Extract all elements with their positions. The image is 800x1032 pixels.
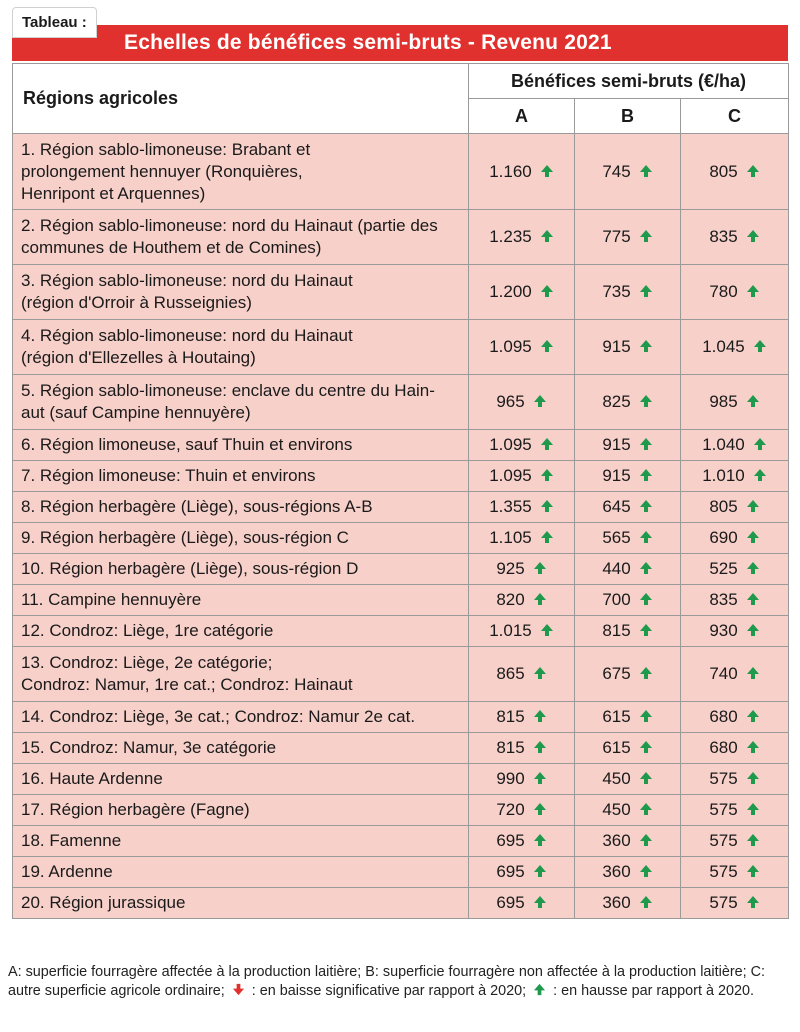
region-name — [13, 461, 469, 492]
table-row — [13, 492, 789, 523]
value-text: 575 — [709, 800, 738, 819]
value-c — [681, 265, 789, 320]
value-c — [681, 134, 789, 210]
arrow-up-icon — [746, 740, 760, 754]
value-text: 1.045 — [702, 337, 745, 356]
arrow-up-icon — [746, 561, 760, 575]
value-a — [469, 210, 575, 265]
header-col-c: C — [681, 99, 789, 134]
arrow-up-icon — [639, 771, 653, 785]
table-row — [13, 647, 789, 702]
value-text: 990 — [496, 769, 525, 788]
region-line: Condroz: Namur, 1re cat.; Condroz: Hainaut — [21, 675, 353, 694]
region-line: (région d'Ellezelles à Houtaing) — [21, 348, 256, 367]
value-text: 575 — [709, 831, 738, 850]
value-a — [469, 461, 575, 492]
arrow-up-icon — [639, 833, 653, 847]
table-row — [13, 430, 789, 461]
arrow-up-icon — [746, 833, 760, 847]
arrow-up-icon — [746, 229, 760, 243]
arrow-up-icon — [746, 164, 760, 178]
value-a — [469, 492, 575, 523]
value-c — [681, 826, 789, 857]
arrow-up-icon — [639, 592, 653, 606]
value-a — [469, 764, 575, 795]
value-text: 835 — [709, 227, 738, 246]
title-bar — [12, 25, 788, 61]
value-a — [469, 702, 575, 733]
region-name — [13, 616, 469, 647]
value-text: 695 — [496, 893, 525, 912]
value-text: 450 — [602, 769, 631, 788]
value-a — [469, 826, 575, 857]
value-a — [469, 430, 575, 461]
arrow-up-icon — [639, 284, 653, 298]
arrow-up-icon — [746, 530, 760, 544]
value-text: 740 — [709, 664, 738, 683]
arrow-up-icon — [639, 499, 653, 513]
value-text: 450 — [602, 800, 631, 819]
value-text: 915 — [602, 337, 631, 356]
region-name — [13, 430, 469, 461]
table-row — [13, 616, 789, 647]
value-text: 925 — [496, 559, 525, 578]
arrow-up-icon — [533, 864, 547, 878]
value-c — [681, 430, 789, 461]
arrow-up-icon — [639, 864, 653, 878]
value-a — [469, 375, 575, 430]
region-name — [13, 857, 469, 888]
region-name — [13, 210, 469, 265]
table-row — [13, 888, 789, 919]
value-text: 915 — [602, 466, 631, 485]
value-text: 575 — [709, 893, 738, 912]
arrow-up-icon — [746, 623, 760, 637]
value-a — [469, 795, 575, 826]
value-text: 735 — [602, 282, 631, 301]
region-line: 9. Région herbagère (Liège), sous-région C — [21, 528, 349, 547]
arrow-up-icon — [540, 437, 554, 451]
table-tag: Tableau : — [12, 7, 97, 38]
region-line: 1. Région sablo-limoneuse: Brabant et — [21, 139, 311, 159]
arrow-up-icon — [540, 284, 554, 298]
value-text: 1.355 — [489, 497, 532, 516]
value-b — [575, 210, 681, 265]
arrow-up-icon — [533, 833, 547, 847]
arrow-up-icon — [639, 339, 653, 353]
arrow-up-icon — [639, 561, 653, 575]
value-c — [681, 888, 789, 919]
region-name — [13, 554, 469, 585]
value-c — [681, 210, 789, 265]
value-text: 1.095 — [489, 337, 532, 356]
value-c — [681, 375, 789, 430]
value-text: 825 — [602, 392, 631, 411]
value-c — [681, 702, 789, 733]
arrow-up-icon — [753, 339, 767, 353]
value-b — [575, 375, 681, 430]
value-text: 1.160 — [489, 161, 532, 181]
value-b — [575, 702, 681, 733]
value-c — [681, 320, 789, 375]
arrow-up-icon — [533, 802, 547, 816]
region-line: 13. Condroz: Liège, 2e catégorie; — [21, 653, 273, 672]
region-line: 4. Région sablo-limoneuse: nord du Hainaut — [21, 326, 353, 345]
region-line: prolongement hennuyer (Ronquières, — [21, 161, 303, 181]
value-a — [469, 733, 575, 764]
region-name — [13, 888, 469, 919]
arrow-up-icon — [753, 468, 767, 482]
arrow-up-icon — [639, 895, 653, 909]
value-c — [681, 647, 789, 702]
region-name — [13, 492, 469, 523]
arrow-up-icon — [639, 802, 653, 816]
table-row — [13, 554, 789, 585]
table-row — [13, 523, 789, 554]
value-c — [681, 523, 789, 554]
arrow-up-icon — [533, 740, 547, 754]
region-line: 20. Région jurassique — [21, 893, 186, 912]
value-a — [469, 888, 575, 919]
region-line: 2. Région sablo-limoneuse: nord du Hainaut (partie des — [21, 216, 438, 235]
region-name — [13, 795, 469, 826]
arrow-up-icon — [639, 394, 653, 408]
table-row — [13, 375, 789, 430]
value-text: 1.200 — [489, 282, 532, 301]
table-row — [13, 764, 789, 795]
region-line: 16. Haute Ardenne — [21, 769, 163, 788]
value-a — [469, 857, 575, 888]
value-text: 680 — [709, 707, 738, 726]
value-text: 780 — [709, 282, 738, 301]
value-b — [575, 585, 681, 616]
region-name — [13, 265, 469, 320]
value-b — [575, 554, 681, 585]
value-c — [681, 492, 789, 523]
value-b — [575, 857, 681, 888]
region-line: 14. Condroz: Liège, 3e cat.; Condroz: Namur 2e cat. — [21, 707, 416, 726]
arrow-up-icon — [533, 394, 547, 408]
table-row — [13, 210, 789, 265]
arrow-up-icon — [639, 164, 653, 178]
region-line: 7. Région limoneuse: Thuin et environs — [21, 466, 316, 485]
value-b — [575, 492, 681, 523]
table-body — [13, 134, 789, 919]
value-b — [575, 616, 681, 647]
table-row — [13, 461, 789, 492]
region-line: 17. Région herbagère (Fagne) — [21, 800, 250, 819]
arrow-up-icon — [540, 530, 554, 544]
table-row — [13, 320, 789, 375]
arrow-up-icon — [533, 666, 547, 680]
arrow-up-icon — [540, 468, 554, 482]
value-b — [575, 523, 681, 554]
region-name — [13, 134, 469, 210]
value-text: 815 — [496, 707, 525, 726]
footnote — [8, 963, 792, 1001]
arrow-up-icon — [639, 623, 653, 637]
region-line: 11. Campine hennuyère — [21, 590, 202, 609]
value-text: 720 — [496, 800, 525, 819]
header-col-b: B — [575, 99, 681, 134]
value-text: 1.105 — [489, 528, 532, 547]
header-region: Régions agricoles — [13, 64, 469, 134]
value-text: 360 — [602, 893, 631, 912]
table-row — [13, 265, 789, 320]
region-line: (région d'Orroir à Russeignies) — [21, 293, 252, 312]
region-name — [13, 375, 469, 430]
arrow-up-icon — [746, 284, 760, 298]
arrow-up-icon — [533, 771, 547, 785]
value-text: 985 — [709, 392, 738, 411]
arrow-up-icon — [533, 709, 547, 723]
value-b — [575, 647, 681, 702]
value-c — [681, 733, 789, 764]
value-text: 575 — [709, 769, 738, 788]
arrow-up-icon — [540, 499, 554, 513]
value-b — [575, 134, 681, 210]
value-text: 575 — [709, 862, 738, 881]
value-text: 1.095 — [489, 435, 532, 454]
region-line: 12. Condroz: Liège, 1re catégorie — [21, 621, 274, 640]
region-line: 3. Région sablo-limoneuse: nord du Hainaut — [21, 271, 353, 290]
value-b — [575, 888, 681, 919]
arrow-up-icon — [639, 740, 653, 754]
arrow-up-icon — [746, 592, 760, 606]
region-line: 8. Région herbagère (Liège), sous-régions A-B — [21, 497, 373, 516]
arrow-up-icon — [639, 709, 653, 723]
arrow-up-icon — [746, 864, 760, 878]
value-c — [681, 616, 789, 647]
arrow-up-icon — [540, 229, 554, 243]
value-text: 1.235 — [489, 227, 532, 246]
value-text: 360 — [602, 831, 631, 850]
value-text: 615 — [602, 707, 631, 726]
region-line: communes de Houthem et de Comines) — [21, 238, 322, 257]
value-a — [469, 320, 575, 375]
value-a — [469, 616, 575, 647]
value-b — [575, 461, 681, 492]
region-line: 10. Région herbagère (Liège), sous-région D — [21, 559, 359, 578]
arrow-up-icon — [746, 895, 760, 909]
value-a — [469, 554, 575, 585]
value-text: 615 — [602, 738, 631, 757]
arrow-up-icon — [639, 666, 653, 680]
value-text: 805 — [709, 161, 738, 181]
value-text: 815 — [496, 738, 525, 757]
arrow-up-icon — [639, 530, 653, 544]
value-a — [469, 523, 575, 554]
region-line: Henripont et Arquennes) — [21, 183, 206, 203]
region-line: aut (sauf Campine hennuyère) — [21, 403, 251, 422]
value-a — [469, 585, 575, 616]
arrow-up-icon — [540, 623, 554, 637]
value-text: 565 — [602, 528, 631, 547]
table-row — [13, 733, 789, 764]
arrow-up-icon — [533, 983, 546, 996]
region-line: 5. Région sablo-limoneuse: enclave du centre du Hain- — [21, 381, 435, 400]
value-c — [681, 554, 789, 585]
region-line: 15. Condroz: Namur, 3e catégorie — [21, 738, 277, 757]
region-line: 6. Région limoneuse, sauf Thuin et environs — [21, 435, 353, 454]
footnote-down-meaning: : en baisse significative par rapport à 2020; — [251, 983, 527, 999]
region-name — [13, 320, 469, 375]
table-row — [13, 857, 789, 888]
region-name — [13, 826, 469, 857]
table-row — [13, 134, 789, 210]
value-text: 775 — [602, 227, 631, 246]
arrow-up-icon — [639, 468, 653, 482]
value-text: 820 — [496, 590, 525, 609]
value-b — [575, 826, 681, 857]
table-title: Echelles de bénéfices semi-bruts - Revenu 2021 — [124, 31, 612, 54]
footnote-legend: A: superficie fourragère affectée à la production laitière; B: superficie fourragère non affectée à la production laitière; C: autre superficie agricole ordinaire; — [8, 964, 766, 999]
value-text: 1.010 — [702, 466, 745, 485]
arrow-up-icon — [746, 499, 760, 513]
value-text: 440 — [602, 559, 631, 578]
header-group: Bénéfices semi-bruts (€/ha) — [469, 64, 789, 99]
arrow-up-icon — [753, 437, 767, 451]
value-text: 700 — [602, 590, 631, 609]
value-text: 690 — [709, 528, 738, 547]
header-col-a: A — [469, 99, 575, 134]
value-c — [681, 461, 789, 492]
value-a — [469, 647, 575, 702]
value-a — [469, 265, 575, 320]
value-text: 695 — [496, 862, 525, 881]
arrow-up-icon — [746, 802, 760, 816]
value-c — [681, 585, 789, 616]
region-line: 19. Ardenne — [21, 862, 113, 881]
arrow-up-icon — [533, 592, 547, 606]
region-name — [13, 523, 469, 554]
table-row — [13, 826, 789, 857]
arrow-up-icon — [746, 771, 760, 785]
value-text: 360 — [602, 862, 631, 881]
footnote-up-meaning: : en hausse par rapport à 2020. — [553, 983, 754, 999]
arrow-up-icon — [639, 437, 653, 451]
region-name — [13, 733, 469, 764]
value-text: 930 — [709, 621, 738, 640]
arrow-up-icon — [746, 666, 760, 680]
table-row — [13, 795, 789, 826]
arrow-up-icon — [533, 561, 547, 575]
arrow-up-icon — [540, 164, 554, 178]
value-text: 675 — [602, 664, 631, 683]
value-b — [575, 764, 681, 795]
value-text: 1.040 — [702, 435, 745, 454]
value-c — [681, 764, 789, 795]
region-name — [13, 585, 469, 616]
arrow-up-icon — [540, 339, 554, 353]
value-a — [469, 134, 575, 210]
arrow-up-icon — [746, 709, 760, 723]
table-row — [13, 585, 789, 616]
value-text: 680 — [709, 738, 738, 757]
arrow-up-icon — [639, 229, 653, 243]
value-text: 915 — [602, 435, 631, 454]
value-text: 815 — [602, 621, 631, 640]
value-b — [575, 320, 681, 375]
value-b — [575, 733, 681, 764]
region-name — [13, 764, 469, 795]
value-text: 835 — [709, 590, 738, 609]
value-text: 645 — [602, 497, 631, 516]
value-text: 745 — [602, 161, 631, 181]
value-text: 965 — [496, 392, 525, 411]
value-text: 865 — [496, 664, 525, 683]
value-c — [681, 795, 789, 826]
value-text: 695 — [496, 831, 525, 850]
value-b — [575, 430, 681, 461]
arrow-up-icon — [533, 895, 547, 909]
region-name — [13, 702, 469, 733]
arrow-up-icon — [746, 394, 760, 408]
arrow-down-icon — [232, 983, 245, 996]
value-text: 1.015 — [489, 621, 532, 640]
region-name — [13, 647, 469, 702]
value-b — [575, 795, 681, 826]
profits-table — [12, 63, 789, 919]
value-text: 1.095 — [489, 466, 532, 485]
value-text: 805 — [709, 497, 738, 516]
region-line: 18. Famenne — [21, 831, 122, 850]
table-row — [13, 702, 789, 733]
value-b — [575, 265, 681, 320]
value-text: 525 — [709, 559, 738, 578]
value-c — [681, 857, 789, 888]
